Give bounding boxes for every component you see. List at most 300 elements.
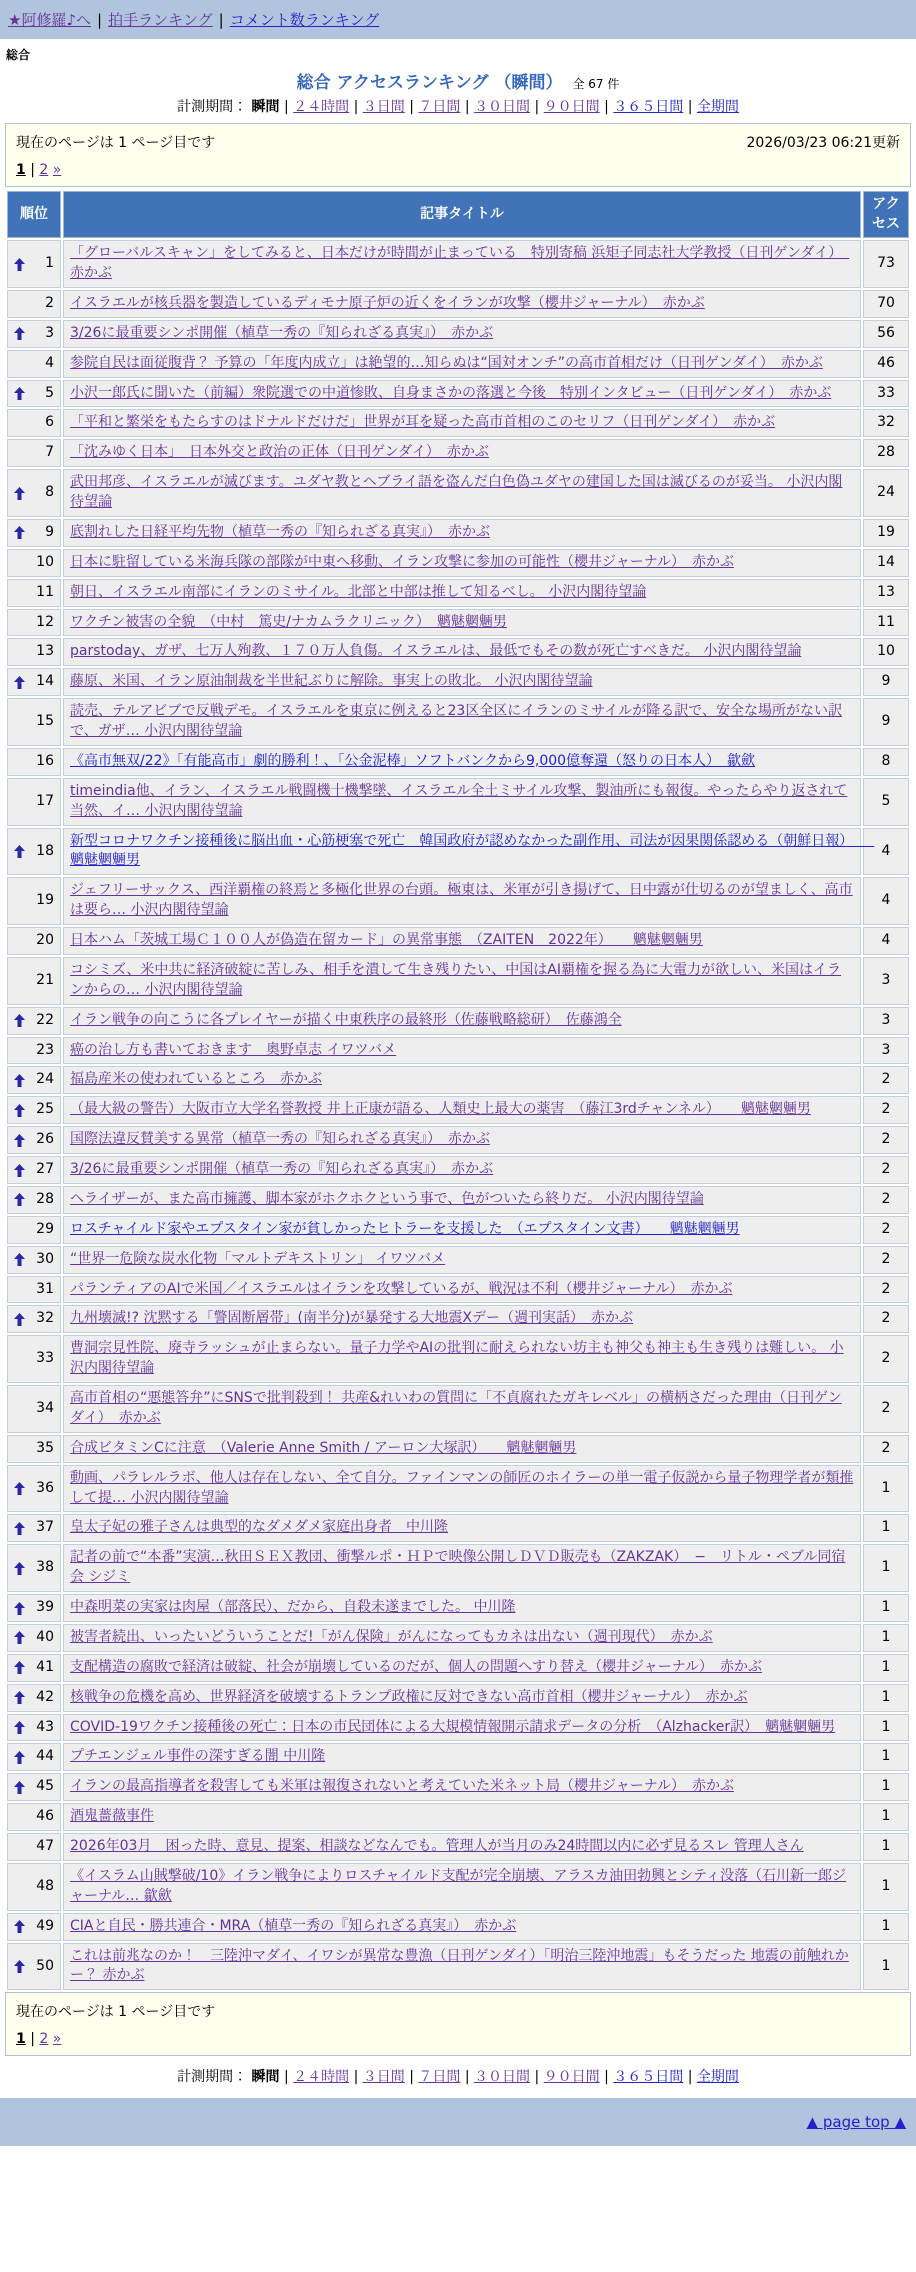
rank-cell xyxy=(7,1654,61,1682)
article-link[interactable]: 癌の治し方も書いておきます 奥野卓志 イワツバメ xyxy=(70,1041,397,1058)
table-row xyxy=(7,549,909,577)
rank-number: 41 xyxy=(36,1658,54,1675)
title-cell xyxy=(63,1684,861,1712)
rank-cell xyxy=(7,1096,61,1124)
article-link[interactable]: 日本に駐留している米海兵隊の部隊が中東へ移動、イラン攻撃に参加の可能性（櫻井ジャーナル） 赤かぶ xyxy=(70,553,735,570)
article-link[interactable]: “世界一危険な炭水化物「マルトデキストリン」 イワツバメ xyxy=(70,1250,446,1267)
table-row xyxy=(7,1066,909,1094)
access-count: 9 xyxy=(863,698,909,746)
rank-cell xyxy=(7,439,61,467)
up-arrow-icon xyxy=(14,258,26,271)
title-cell xyxy=(63,240,861,288)
period-link[interactable]: 全期間 xyxy=(696,2069,739,2086)
rank-cell xyxy=(7,519,61,547)
title-cell xyxy=(63,1773,861,1801)
rank-cell xyxy=(7,1684,61,1712)
rank-number: 2 xyxy=(45,294,54,311)
title-cell xyxy=(63,1654,861,1682)
title-cell xyxy=(63,1624,861,1652)
rank-number: 13 xyxy=(36,643,54,660)
table-row xyxy=(7,1186,909,1214)
rank-number: 48 xyxy=(36,1877,54,1894)
clap-ranking-link[interactable]: 拍手ランキング xyxy=(108,11,213,29)
article-link[interactable]: COVID-19ワクチン接種後の死亡：日本の市民団体による大規模情報開示請求データの分析 （Alzhacker訳） 魑魅魍魎男 xyxy=(70,1718,836,1735)
article-link[interactable]: ヘライザーが、また高市擁護、脚本家がホクホクという事で、色がついたら終りだ。 小沢内閣待望論 xyxy=(70,1190,704,1207)
article-link[interactable]: 3/26に最重要シンポ開催（植草一秀の『知られざる真実』） 赤かぶ xyxy=(70,1161,494,1178)
article-link[interactable]: イランの最高指導者を殺害しても米軍は報復されないと考えていた米ネット局（櫻井ジャーナル） 赤かぶ xyxy=(70,1778,735,1795)
page-title xyxy=(0,68,916,93)
article-link[interactable]: 曹洞宗見性院、廃寺ラッシュが止まらない。量子力学やAIの批判に耐えられない坊主も神父も神主も生き残りは難しい。 小沢内閣待望論 xyxy=(70,1340,844,1377)
rank-number: 3 xyxy=(45,324,54,341)
rank-number: 1 xyxy=(45,255,54,272)
rank-number: 50 xyxy=(36,1957,54,1974)
article-link[interactable]: 核戦争の危機を高め、世界経済を破壊するトランプ政権に反対できない高市首相（櫻井ジャーナル） 赤かぶ xyxy=(70,1688,748,1705)
up-arrow-icon xyxy=(14,1721,26,1734)
article-link[interactable]: 合成ビタミンCに注意 （Valerie Anne Smith / アーロン大塚訳） 魑魅魍魎男 xyxy=(70,1439,577,1456)
up-arrow-icon xyxy=(14,1661,26,1674)
title-cell xyxy=(63,439,861,467)
rank-cell xyxy=(7,1714,61,1742)
up-arrow-icon xyxy=(14,1960,26,1973)
rank-cell xyxy=(7,1305,61,1333)
access-count: 1 xyxy=(863,1544,909,1592)
access-count: 13 xyxy=(863,579,909,607)
article-link[interactable]: 福島産米の使われているところ 赤かぶ xyxy=(70,1071,322,1088)
up-arrow-icon xyxy=(14,1751,26,1764)
table-row xyxy=(7,1943,909,1991)
rank-number: 9 xyxy=(45,523,54,540)
rank-cell xyxy=(7,579,61,607)
period-link[interactable]: ７日間 xyxy=(418,2069,461,2086)
access-count: 1 xyxy=(863,1654,909,1682)
article-link[interactable]: 酒鬼薔薇事件 xyxy=(70,1808,154,1825)
table-row xyxy=(7,1276,909,1304)
table-row xyxy=(7,668,909,696)
rank-number: 39 xyxy=(36,1599,54,1616)
rank-cell xyxy=(7,320,61,348)
table-row xyxy=(7,957,909,1005)
rank-number: 42 xyxy=(36,1688,54,1705)
rank-cell xyxy=(7,1863,61,1911)
access-count: 2 xyxy=(863,1435,909,1463)
rank-number: 11 xyxy=(36,583,54,600)
period-link[interactable]: ９０日間 xyxy=(543,99,600,115)
table-row xyxy=(7,1335,909,1383)
rank-number: 49 xyxy=(36,1917,54,1934)
article-link[interactable]: 動画、パラレルラボ、他人は存在しない、全て自分。ファインマンの師匠のホイラーの単一電子仮説から量子物理学者が類推して提… 小沢内閣待望論 xyxy=(70,1469,854,1506)
rank-cell xyxy=(7,828,61,876)
rank-cell xyxy=(7,877,61,925)
article-link[interactable]: 被害者続出、いったいどういうことだ!「がん保険」がんになってもカネは出ない（週刊現代） 赤かぶ xyxy=(70,1628,713,1645)
period-link[interactable]: ３日間 xyxy=(362,2069,405,2086)
period-nav: 計測期間： 瞬間 | ２４時間 | ３日間 | ７日間 | ３０日間 | ９０日間 | ３６５日間 | 全期間 xyxy=(177,2069,739,2086)
period-link[interactable]: ３０日間 xyxy=(474,99,531,115)
access-count: 1 xyxy=(863,1863,909,1911)
rank-cell xyxy=(7,240,61,288)
rank-number: 19 xyxy=(36,892,54,909)
access-count: 2 xyxy=(863,1385,909,1433)
table-row xyxy=(7,290,909,318)
rank-cell xyxy=(7,380,61,408)
rank-number: 43 xyxy=(36,1718,54,1735)
title-cell xyxy=(63,698,861,746)
title-cell xyxy=(63,668,861,696)
access-count: 3 xyxy=(863,1037,909,1065)
rank-cell xyxy=(7,1544,61,1592)
ranking-title: 総合 アクセスランキング （瞬間） xyxy=(296,73,563,93)
nav-separator: | xyxy=(97,11,103,29)
title-cell xyxy=(63,579,861,607)
article-link[interactable]: 「グローバルスキャン」をしてみると、日本だけが時間が止まっている 特別寄稿 浜矩子同志社大学教授（日刊ゲンダイ） 赤かぶ xyxy=(70,245,850,282)
period-link[interactable]: ３日間 xyxy=(362,99,405,115)
article-link[interactable]: 「沈みゆく日本」 日本外交と政治の正体（日刊ゲンダイ） 赤かぶ xyxy=(70,444,489,461)
rank-number: 33 xyxy=(36,1350,54,1367)
title-cell xyxy=(63,1714,861,1742)
rank-cell xyxy=(7,927,61,955)
article-link[interactable]: 日本ハム「茨城工場Ｃ１００人が偽造在留カード」の異常事態 （ZAITEN 2022年） 魑魅魍魎男 xyxy=(70,932,703,949)
rank-number: 45 xyxy=(36,1778,54,1795)
article-link[interactable]: 新型コロナワクチン接種後に脳出血・心筋梗塞で死亡 韓国政府が認めなかった副作用、司法が因果関係認める（朝鮮日報） 魑魅魍魎男 xyxy=(70,832,875,869)
article-link[interactable]: コシミズ、米中共に経済破綻に苦しみ、相手を潰して生き残りたい、中国はAI覇権を握る為に大電力が欲しい、米国はイランからの… 小沢内閣待望論 xyxy=(70,961,841,998)
rank-number: 20 xyxy=(36,932,54,949)
access-count: 1 xyxy=(863,1943,909,1991)
rank-cell xyxy=(7,609,61,637)
access-count: 33 xyxy=(863,380,909,408)
table-row xyxy=(7,609,909,637)
article-link[interactable]: 朝日、イスラエル南部にイランのミサイル。北部と中部は推して知るべし。 小沢内閣待望論 xyxy=(70,583,647,600)
footer-bar xyxy=(0,2098,916,2146)
title-cell xyxy=(63,519,861,547)
title-cell xyxy=(63,1743,861,1771)
rank-cell xyxy=(7,1037,61,1065)
access-count: 2 xyxy=(863,1276,909,1304)
title-cell xyxy=(63,1007,861,1035)
period-current: 瞬間 xyxy=(251,2069,280,2086)
period-link[interactable]: ３６５日間 xyxy=(613,99,684,115)
period-label: 計測期間： xyxy=(177,99,252,115)
title-cell xyxy=(63,380,861,408)
rank-cell xyxy=(7,1276,61,1304)
access-count: 1 xyxy=(863,1465,909,1513)
period-link[interactable]: ７日間 xyxy=(418,99,461,115)
access-count: 4 xyxy=(863,828,909,876)
rank-number: 28 xyxy=(36,1190,54,1207)
up-arrow-icon xyxy=(14,1920,26,1933)
table-row xyxy=(7,828,909,876)
rank-number: 32 xyxy=(36,1310,54,1327)
comment-ranking-link[interactable]: コメント数ランキング xyxy=(229,11,380,29)
access-count: 1 xyxy=(863,1743,909,1771)
access-count: 56 xyxy=(863,320,909,348)
up-arrow-icon xyxy=(14,1781,26,1794)
page-current: 1 xyxy=(16,2031,26,2048)
access-count: 1 xyxy=(863,1684,909,1712)
up-arrow-icon xyxy=(14,1631,26,1644)
article-link[interactable]: ジェフリーサックス、西洋覇権の終焉と多極化世界の台頭。極東は、米軍が引き揚げて、日中露が仕切るのが望ましく、高市は要ら… 小沢内閣待望論 xyxy=(70,882,853,919)
rank-number: 4 xyxy=(45,354,54,371)
article-link[interactable]: 九州壊滅!? 沈黙する「警固断層帯」(南半分)が暴発する大地震Xデー（週刊実話） 赤かぶ xyxy=(70,1310,634,1327)
page-next-link[interactable]: » xyxy=(52,2031,62,2048)
table-row xyxy=(7,1246,909,1274)
rank-cell xyxy=(7,1385,61,1433)
rank-number: 35 xyxy=(36,1439,54,1456)
table-row xyxy=(7,1216,909,1244)
rank-cell xyxy=(7,1803,61,1831)
table-row xyxy=(7,698,909,746)
total-count: 全 67 件 xyxy=(572,77,620,91)
article-link[interactable]: 小沢一郎氏に聞いた（前編）衆院選での中道惨敗、自身まさかの落選と今後 特別インタビュー（日刊ゲンダイ） 赤かぶ xyxy=(70,384,832,401)
rank-cell xyxy=(7,1594,61,1622)
period-link[interactable]: ３０日間 xyxy=(474,2069,531,2086)
rank-cell xyxy=(7,409,61,437)
rank-number: 8 xyxy=(45,484,54,501)
table-row xyxy=(7,1007,909,1035)
title-cell xyxy=(63,778,861,826)
rank-cell xyxy=(7,469,61,517)
table-row xyxy=(7,1385,909,1433)
rank-cell xyxy=(7,957,61,1005)
rank-number: 15 xyxy=(36,713,54,730)
page-current: 1 xyxy=(16,162,26,178)
rank-number: 31 xyxy=(36,1280,54,1297)
rank-number: 38 xyxy=(36,1559,54,1576)
access-count: 10 xyxy=(863,638,909,666)
title-cell xyxy=(63,828,875,876)
article-link[interactable]: timeindia他、イラン、イスラエル戦闘機十機撃墜、イスラエル全土ミサイル攻撃、製油所にも報復。やったらやり返されて当然、イ… 小沢内閣待望論 xyxy=(70,782,848,819)
pagination: 1 | 2 » xyxy=(16,2031,62,2048)
rank-cell xyxy=(7,1743,61,1771)
rank-cell xyxy=(7,1335,61,1383)
title-cell xyxy=(63,320,861,348)
up-arrow-icon xyxy=(14,1104,26,1117)
access-count: 1 xyxy=(863,1714,909,1742)
table-row xyxy=(7,638,909,666)
rank-number: 12 xyxy=(36,613,54,630)
title-cell xyxy=(63,1435,861,1463)
access-count: 11 xyxy=(863,609,909,637)
page-link[interactable]: 2 xyxy=(39,162,49,178)
rank-number: 27 xyxy=(36,1161,54,1178)
up-arrow-icon xyxy=(14,1482,26,1495)
access-count: 32 xyxy=(863,409,909,437)
article-link[interactable]: パランティアのAIで米国／イスラエルはイランを攻撃しているが、戦況は不利（櫻井ジャーナル） 赤かぶ xyxy=(70,1280,733,1297)
title-cell xyxy=(63,549,861,577)
period-link[interactable]: ９０日間 xyxy=(543,2069,600,2086)
title-column-header: 記事タイトル xyxy=(63,191,861,238)
rank-cell xyxy=(7,1066,61,1094)
rank-number: 29 xyxy=(36,1220,54,1237)
title-cell xyxy=(63,1186,861,1214)
rank-number: 6 xyxy=(45,414,54,431)
table-row xyxy=(7,1654,909,1682)
access-count: 2 xyxy=(863,1216,909,1244)
rank-cell xyxy=(7,1156,61,1184)
current-page-text: 現在のページは 1 ページ目です xyxy=(16,135,216,151)
up-arrow-icon xyxy=(14,1313,26,1326)
title-cell xyxy=(63,1385,861,1433)
article-link[interactable]: 《高市無双/22》「有能高市」劇的勝利！、「公金泥棒」ソフトバンクから9,000億奪還（怒りの日本人） 歙歛 xyxy=(70,752,756,769)
access-count: 2 xyxy=(863,1066,909,1094)
title-cell xyxy=(63,1833,861,1861)
top-nav-bar xyxy=(0,0,916,39)
article-link[interactable]: これは前兆なのか！ 三陸沖マダイ、イワシが異常な豊漁（日刊ゲンダイ）「明治三陸沖地震」もそうだった 地震の前触れかー？ 赤かぶ xyxy=(70,1947,849,1984)
rank-number: 10 xyxy=(36,553,54,570)
article-link[interactable]: 「平和と繁栄をもたらすのはドナルドだけだ」世界が耳を疑った高市首相のこのセリフ（日刊ゲンダイ） 赤かぶ xyxy=(70,414,776,431)
ranking-table-body xyxy=(7,240,909,1990)
article-link[interactable]: イラン戦争の向こうに各プレイヤーが描く中東秩序の最終形（佐藤戦略総研） 佐藤鴻全 xyxy=(70,1011,622,1028)
page-link[interactable]: 2 xyxy=(39,2031,49,2048)
table-row xyxy=(7,1156,909,1184)
article-link[interactable]: 3/26に最重要シンポ開催（植草一秀の『知られざる真実』） 赤かぶ xyxy=(70,324,494,341)
title-cell xyxy=(63,1216,861,1244)
up-arrow-icon xyxy=(14,1602,26,1615)
table-row xyxy=(7,350,909,378)
rank-number: 24 xyxy=(36,1071,54,1088)
article-link[interactable]: 藤原、米国、イラン原油制裁を半世紀ぶりに解除。事実上の敗北。 小沢内閣待望論 xyxy=(70,673,593,690)
access-count: 28 xyxy=(863,439,909,467)
rank-cell xyxy=(7,350,61,378)
rank-number: 22 xyxy=(36,1011,54,1028)
table-row xyxy=(7,1594,909,1622)
rank-number: 46 xyxy=(36,1808,54,1825)
up-arrow-icon xyxy=(14,676,26,689)
table-row xyxy=(7,877,909,925)
access-count: 2 xyxy=(863,1156,909,1184)
nav-separator: | xyxy=(218,11,224,29)
table-row xyxy=(7,1863,909,1911)
table-row xyxy=(7,1684,909,1712)
access-count: 2 xyxy=(863,1096,909,1124)
rank-cell xyxy=(7,748,61,776)
article-link[interactable]: 《イスラム山賊撃破/10》イラン戦争によりロスチャイルド支配が完全崩壊、アラスカ油田勃興とシティ没落（石川新一郎ジャーナル… 歙歛 xyxy=(70,1867,847,1904)
period-link[interactable]: ２４時間 xyxy=(293,99,350,115)
table-row xyxy=(7,1096,909,1124)
title-cell xyxy=(63,1156,861,1184)
article-link[interactable]: 皇太子妃の雅子さんは典型的なダメダメ家庭出身者 中川隆 xyxy=(70,1519,448,1536)
article-link[interactable]: 高市首相の“悪態答弁”にSNSで批判殺到！ 共産&れいわの質問に「不貞腐れたガキレベル」の横柄さだった理由（日刊ゲンダイ） 赤かぶ xyxy=(70,1390,842,1426)
access-count: 19 xyxy=(863,519,909,547)
title-cell xyxy=(63,1514,861,1542)
title-cell xyxy=(63,1066,861,1094)
home-link[interactable]: ★阿修羅♪へ xyxy=(8,11,92,29)
rank-cell xyxy=(7,698,61,746)
rank-cell xyxy=(7,1216,61,1244)
bottom-spacer xyxy=(0,2146,916,2172)
access-count: 1 xyxy=(863,1803,909,1831)
title-cell xyxy=(63,1276,861,1304)
title-cell xyxy=(63,609,861,637)
title-cell xyxy=(63,1037,861,1065)
article-link[interactable]: 支配構造の腐敗で経済は破綻、社会が崩壊しているのだが、個人の問題へすり替え（櫻井ジャーナル） 赤かぶ xyxy=(70,1658,763,1675)
table-row xyxy=(7,1514,909,1542)
period-link[interactable]: 全期間 xyxy=(696,99,739,115)
table-row xyxy=(7,1624,909,1652)
period-link[interactable]: ３６５日間 xyxy=(613,2069,684,2086)
page-info-bar-bottom xyxy=(5,1992,911,2056)
table-row xyxy=(7,1037,909,1065)
article-link[interactable]: イスラエルが核兵器を製造しているディモナ原子炉の近くをイランが攻撃（櫻井ジャーナル） 赤かぶ xyxy=(70,294,705,311)
access-count: 1 xyxy=(863,1773,909,1801)
rank-number: 44 xyxy=(36,1748,54,1765)
access-count: 2 xyxy=(863,1186,909,1214)
article-link[interactable]: 中森明菜の実家は肉屋（部落民）、だから、自殺未遂までした。 中川隆 xyxy=(70,1599,516,1616)
rank-cell xyxy=(7,1943,61,1991)
page-top-link[interactable]: ▲ page top ▲ xyxy=(806,2113,906,2132)
title-cell xyxy=(63,957,861,1005)
access-count: 73 xyxy=(863,240,909,288)
access-count: 14 xyxy=(863,549,909,577)
article-link[interactable]: プチエンジェル事件の深すぎる闇 中川隆 xyxy=(70,1748,326,1765)
rank-number: 37 xyxy=(36,1519,54,1536)
article-link[interactable]: 読売、テルアビブで反戦デモ。イスラエルを東京に例えると23区全区にイランのミサイルが降る訳で、安全な場所がない訳で、ガザ… 小沢内閣待望論 xyxy=(70,703,842,740)
title-cell xyxy=(63,1335,861,1383)
up-arrow-icon xyxy=(14,1691,26,1704)
article-link[interactable]: CIAと自民・勝共連合・MRA（植草一秀の『知られざる真実』） 赤かぶ xyxy=(70,1917,517,1934)
title-cell xyxy=(63,1126,861,1154)
rank-number: 36 xyxy=(36,1479,54,1496)
access-count: 24 xyxy=(863,469,909,517)
table-row xyxy=(7,1435,909,1463)
article-link[interactable]: parstoday、ガザ、七万人殉教、１７０万人負傷。イスラエルは、最低でもその数が死亡すべきだ。 小沢内閣待望論 xyxy=(70,643,802,660)
access-count: 3 xyxy=(863,957,909,1005)
access-count: 2 xyxy=(863,1246,909,1274)
rank-cell xyxy=(7,638,61,666)
title-cell xyxy=(63,1803,861,1831)
article-link[interactable]: 記者の前で“本番”実演…秋田ＳＥＸ教団、衝撃ルポ・ＨＰで映像公開しＤＶＤ販売も（ZAKZAK） − リトル・ペブル同宿会 シジミ xyxy=(70,1549,846,1586)
rank-number: 34 xyxy=(36,1400,54,1416)
access-count: 1 xyxy=(863,1514,909,1542)
access-count: 3 xyxy=(863,1007,909,1035)
rank-number: 23 xyxy=(36,1041,54,1058)
up-arrow-icon xyxy=(14,1562,26,1575)
article-link[interactable]: 底割れした日経平均先物（植草一秀の『知られざる真実』） 赤かぶ xyxy=(70,523,490,540)
title-cell xyxy=(63,469,861,517)
page-info-bar-top xyxy=(5,123,911,187)
article-link[interactable]: 武田邦彦、イスラエルが滅びます。ユダヤ教とヘブライ語を盗んだ白色偽ユダヤの建国した国は滅びるのが妥当。 小沢内閣待望論 xyxy=(70,474,843,511)
access-count: 1 xyxy=(863,1833,909,1861)
up-arrow-icon xyxy=(14,487,26,500)
article-link[interactable]: 2026年03月 困った時、意見、提案、相談などなんでも。管理人が当月のみ24時間以内に必ず見るスレ 管理人さん xyxy=(70,1838,804,1855)
period-link[interactable]: ２４時間 xyxy=(293,2069,350,2086)
article-link[interactable]: ワクチン被害の全貌 （中村 篤史/ナカムラクリニック） 魑魅魍魎男 xyxy=(70,613,507,630)
table-row xyxy=(7,1773,909,1801)
title-cell xyxy=(63,1913,861,1941)
article-link[interactable]: 国際法違反賛美する異常（植草一秀の『知られざる真実』） 赤かぶ xyxy=(70,1131,490,1148)
rank-number: 16 xyxy=(36,752,54,769)
article-link[interactable]: ロスチャイルド家やエプスタイン家が貧しかったヒトラーを支援した （エプスタイン文書） 魑魅魍魎男 xyxy=(70,1220,740,1237)
article-link[interactable]: （最大級の警告）大阪市立大学名誉教授 井上正康が語る、人類史上最大の薬害 （藤江3rdチャンネル） 魑魅魍魎男 xyxy=(70,1101,811,1118)
rank-number: 40 xyxy=(36,1628,54,1645)
page-next-link[interactable]: » xyxy=(52,162,62,178)
access-count: 70 xyxy=(863,290,909,318)
updated-timestamp: 2026/03/23 06:21更新 xyxy=(746,135,900,151)
rank-cell xyxy=(7,1833,61,1861)
up-arrow-icon xyxy=(14,387,26,400)
table-row xyxy=(7,1305,909,1333)
ranking-table xyxy=(5,189,911,1992)
current-page-text: 現在のページは 1 ページ目です xyxy=(16,2004,216,2021)
title-cell xyxy=(63,1305,861,1333)
table-row xyxy=(7,1913,909,1941)
table-row xyxy=(7,380,909,408)
rank-number: 7 xyxy=(45,444,54,461)
article-link[interactable]: 参院自民は面従腹背？ 予算の「年度内成立」は絶望的…知らぬは“国対オンチ”の高市首相だけ（日刊ゲンダイ） 赤かぶ xyxy=(70,354,823,371)
up-arrow-icon xyxy=(14,1014,26,1027)
rank-cell xyxy=(7,1186,61,1214)
title-cell xyxy=(63,927,861,955)
rank-cell xyxy=(7,549,61,577)
rank-cell xyxy=(7,1465,61,1513)
